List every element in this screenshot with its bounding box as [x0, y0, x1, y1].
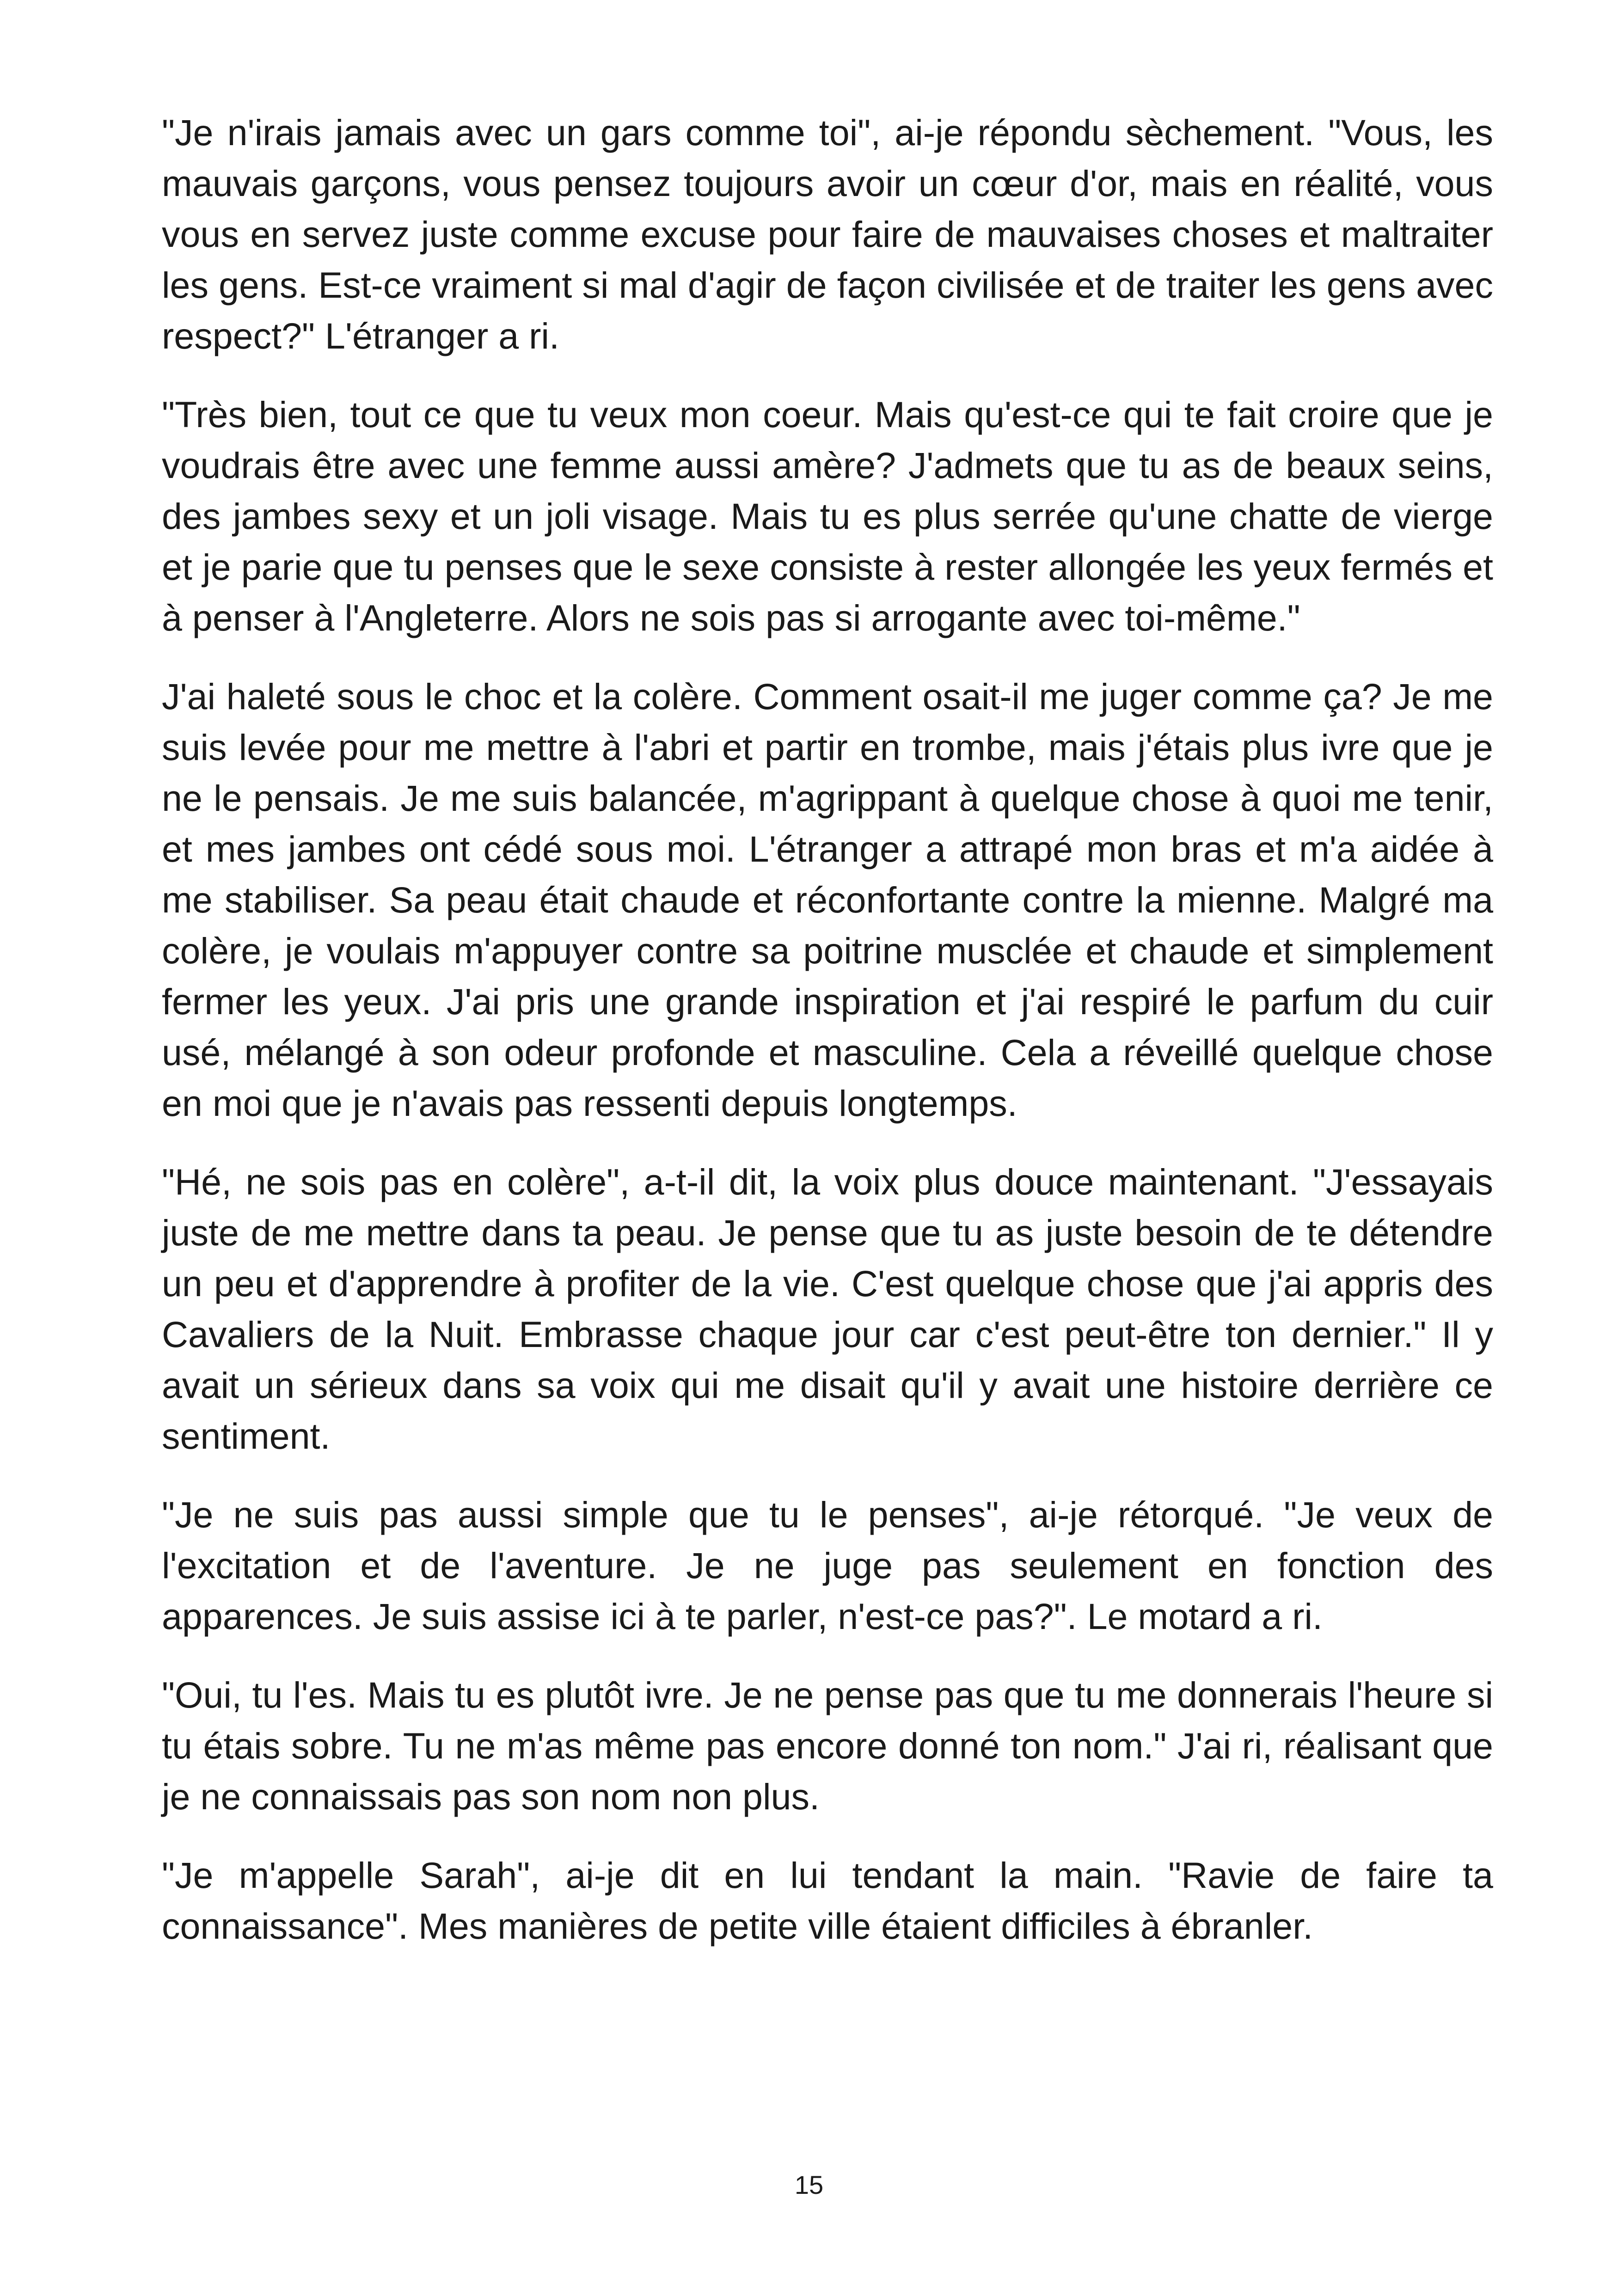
- paragraph: "Je m'appelle Sarah", ai-je dit en lui tendant la main. "Ravie de faire ta connaissance". Mes manières de petite ville étaient difficiles à ébranler.: [162, 1855, 1493, 1947]
- paragraph: "Très bien, tout ce que tu veux mon coeur. Mais qu'est-ce qui te fait croire que je voudrais être avec une femme aussi amère? J'admets que tu as de beaux seins, des jambes sexy et un joli visage. Mais tu es plus serrée qu'une chatte de vierge et je parie que tu penses que le sexe consiste à rester allongée les yeux fermés et à penser à l'Angleterre. Alors ne sois pas si arrogante avec toi-même.": [162, 394, 1493, 638]
- paragraph: "Oui, tu l'es. Mais tu es plutôt ivre. Je ne pense pas que tu me donnerais l'heure si tu étais sobre. Tu ne m'as même pas encore donné ton nom." J'ai ri, réalisant que je ne connaissais pas son nom non plus.: [162, 1674, 1493, 1817]
- body-text: [162, 107, 1493, 1979]
- paragraph: "Hé, ne sois pas en colère", a-t-il dit, la voix plus douce maintenant. "J'essayais juste de me mettre dans ta peau. Je pense que tu as juste besoin de te détendre un peu et d'apprendre à profiter de la vie. C'est quelque chose que j'ai appris des Cavaliers de la Nuit. Embrasse chaque jour car c'est peut-être ton dernier." Il y avait un sérieux dans sa voix qui me disait qu'il y avait une histoire derrière ce sentiment.: [162, 1161, 1493, 1457]
- paragraph: "Je ne suis pas aussi simple que tu le penses", ai-je rétorqué. "Je veux de l'excitation et de l'aventure. Je ne juge pas seulement en fonction des apparences. Je suis assise ici à te parler, n'est-ce pas?". Le motard a ri.: [162, 1494, 1493, 1637]
- paragraph: "Je n'irais jamais avec un gars comme toi", ai-je répondu sèchement. "Vous, les mauvais garçons, vous pensez toujours avoir un cœur d'or, mais en réalité, vous vous en servez juste comme excuse pour faire de mauvaises choses et maltraiter les gens. Est-ce vraiment si mal d'agir de façon civilisée et de traiter les gens avec respect?" L'étranger a ri.: [162, 112, 1493, 356]
- page-number: 15: [794, 2170, 824, 2199]
- paragraph: J'ai haleté sous le choc et la colère. Comment osait-il me juger comme ça? Je me suis levée pour me mettre à l'abri et partir en trombe, mais j'étais plus ivre que je ne le pensais. Je me suis balancée, m'agrippant à quelque chose à quoi me tenir, et mes jambes ont cédé sous moi. L'étranger a attrapé mon bras et m'a aidée à me stabiliser. Sa peau était chaude et réconfortante contre la mienne. Malgré ma colère, je voulais m'appuyer contre sa poitrine musclée et chaude et simplement fermer les yeux. J'ai pris une grande inspiration et j'ai respiré le parfum du cuir usé, mélangé à son odeur profonde et masculine. Cela a réveillé quelque chose en moi que je n'avais pas ressenti depuis longtemps.: [162, 676, 1493, 1124]
